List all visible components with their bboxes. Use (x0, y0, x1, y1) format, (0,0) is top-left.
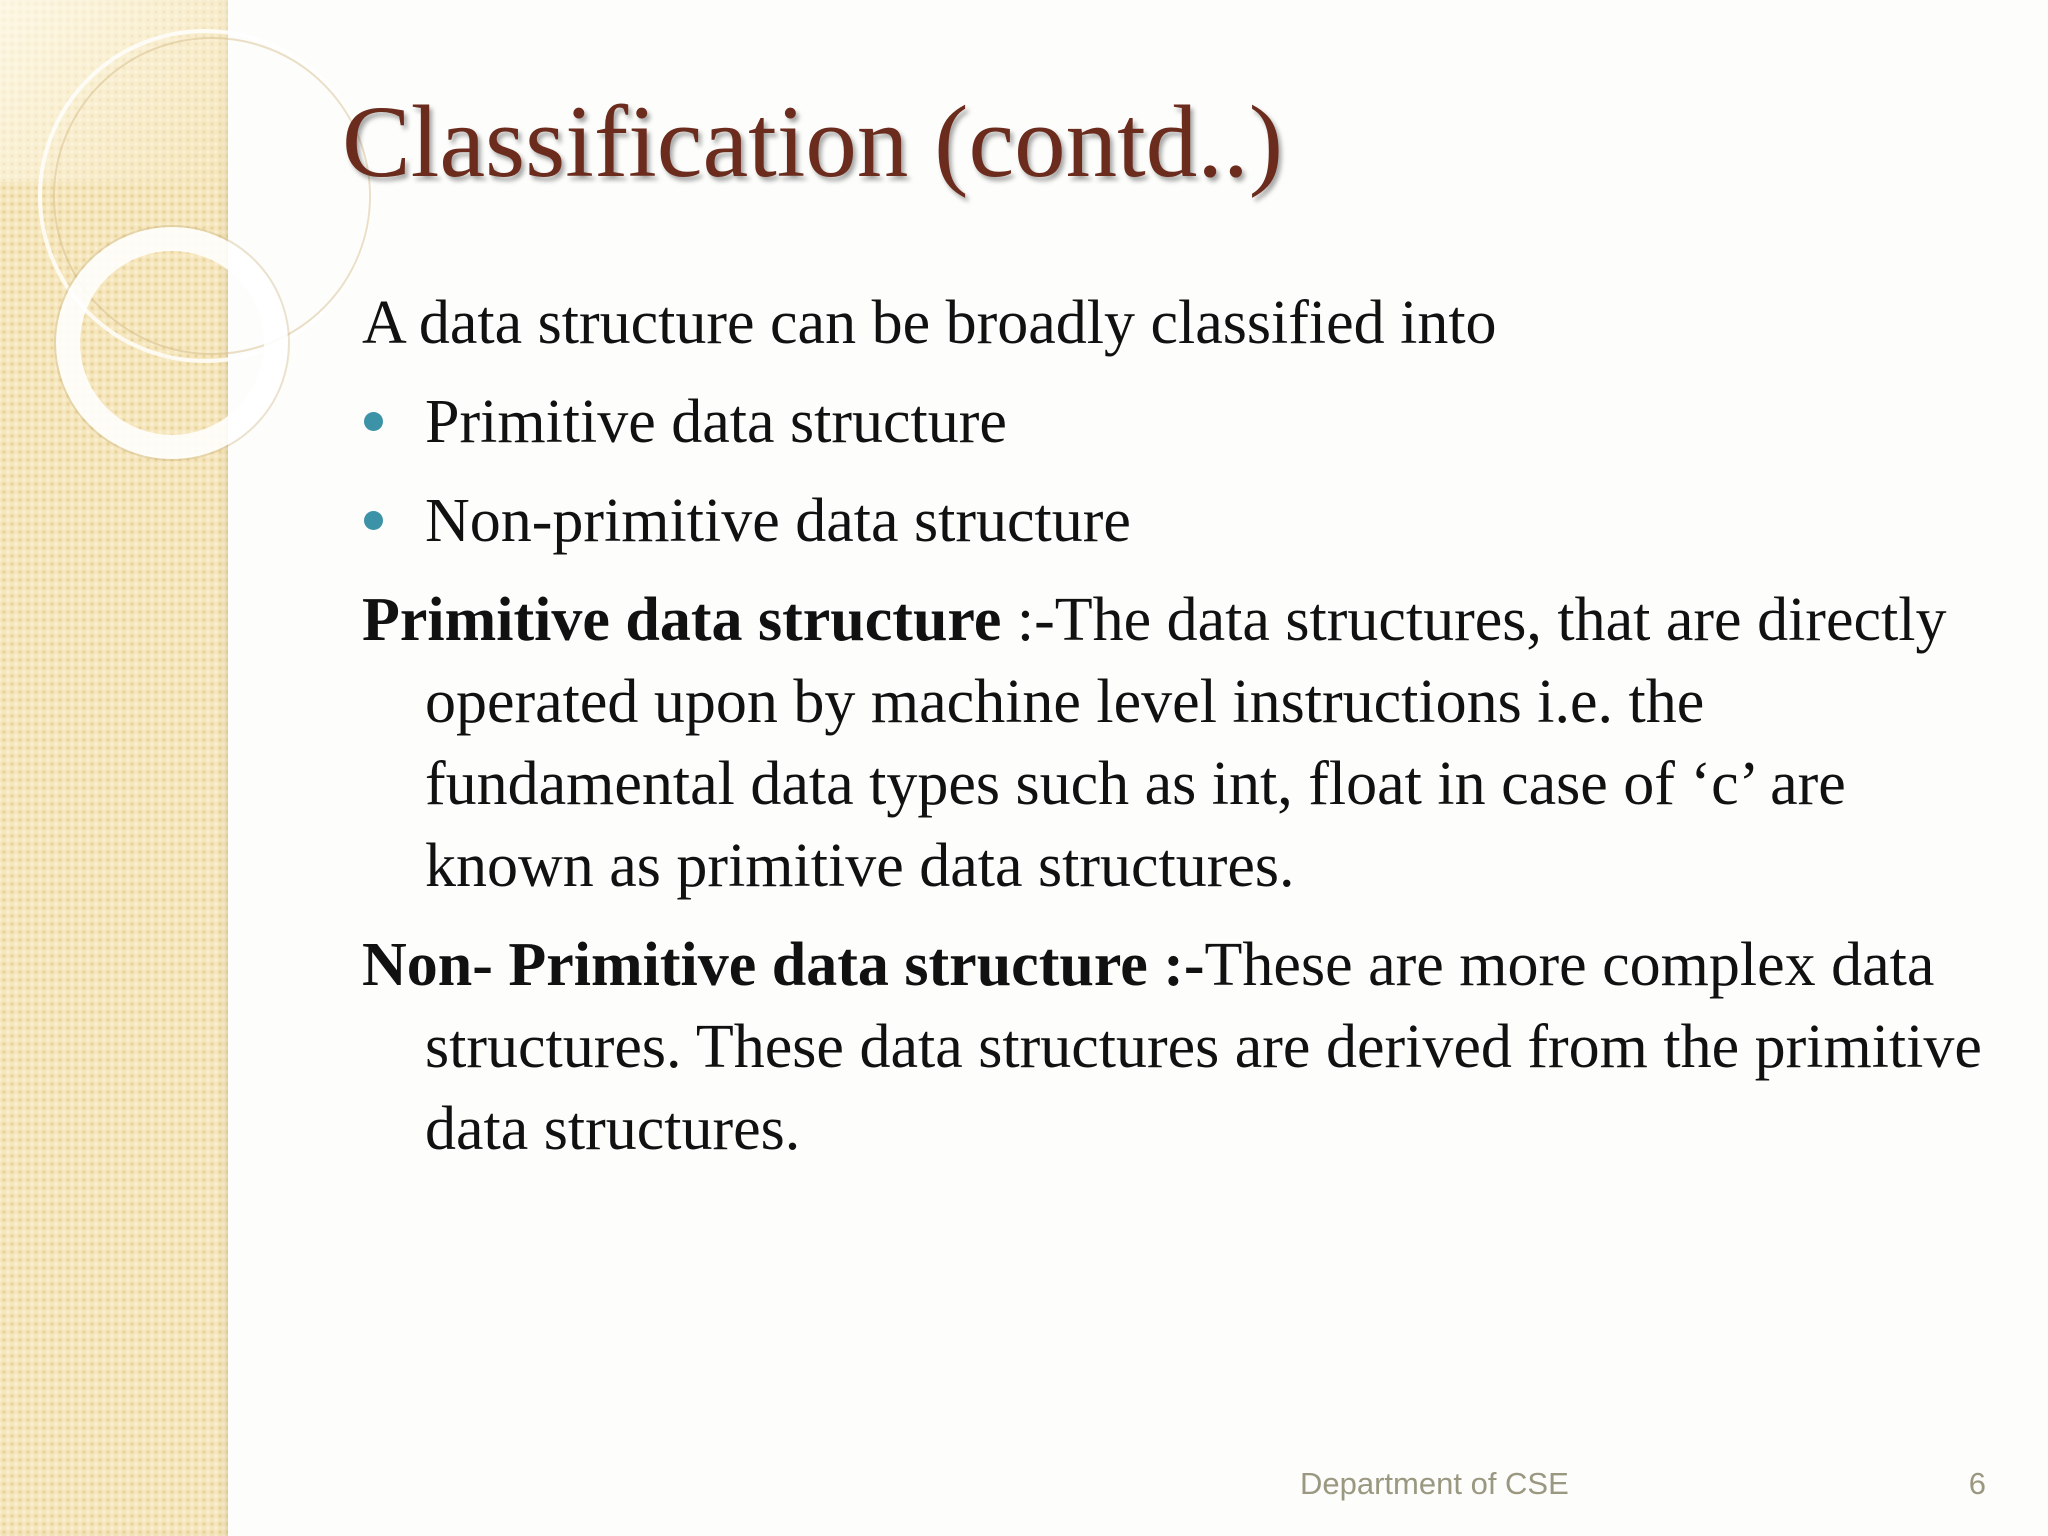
page-number: 6 (1968, 1466, 1986, 1501)
slide-body (362, 282, 2002, 1187)
definition-text: The data structures, that are directly operated upon by machine level instructions i.e. the fundamental data types such as int, float in case of ‘c’ are known as primitive data structures. (425, 586, 1947, 900)
bullet-label: Non-primitive data structure (425, 487, 1131, 555)
footer-department: Department of CSE (1300, 1466, 1569, 1501)
intro-text: A data structure can be broadly classified into (362, 289, 1497, 357)
bullet-dot-icon (364, 412, 383, 431)
decorative-rings (0, 0, 420, 560)
bullet-item (362, 381, 2002, 463)
bullet-dot-icon (364, 511, 383, 530)
definition-non-primitive (362, 924, 2002, 1170)
definition-term: Primitive data structure (362, 586, 1002, 654)
slide-title: Classification (contd..) (342, 85, 1284, 199)
definition-term: Non- Primitive data structure :- (362, 931, 1205, 999)
definition-separator: :- (1001, 586, 1055, 654)
definition-text: These are more complex data structures. These data structures are derived from the primitive data structures. (425, 931, 1982, 1163)
bullet-item (362, 480, 2002, 562)
definition-primitive (362, 579, 2002, 907)
bullet-label: Primitive data structure (425, 388, 1007, 456)
